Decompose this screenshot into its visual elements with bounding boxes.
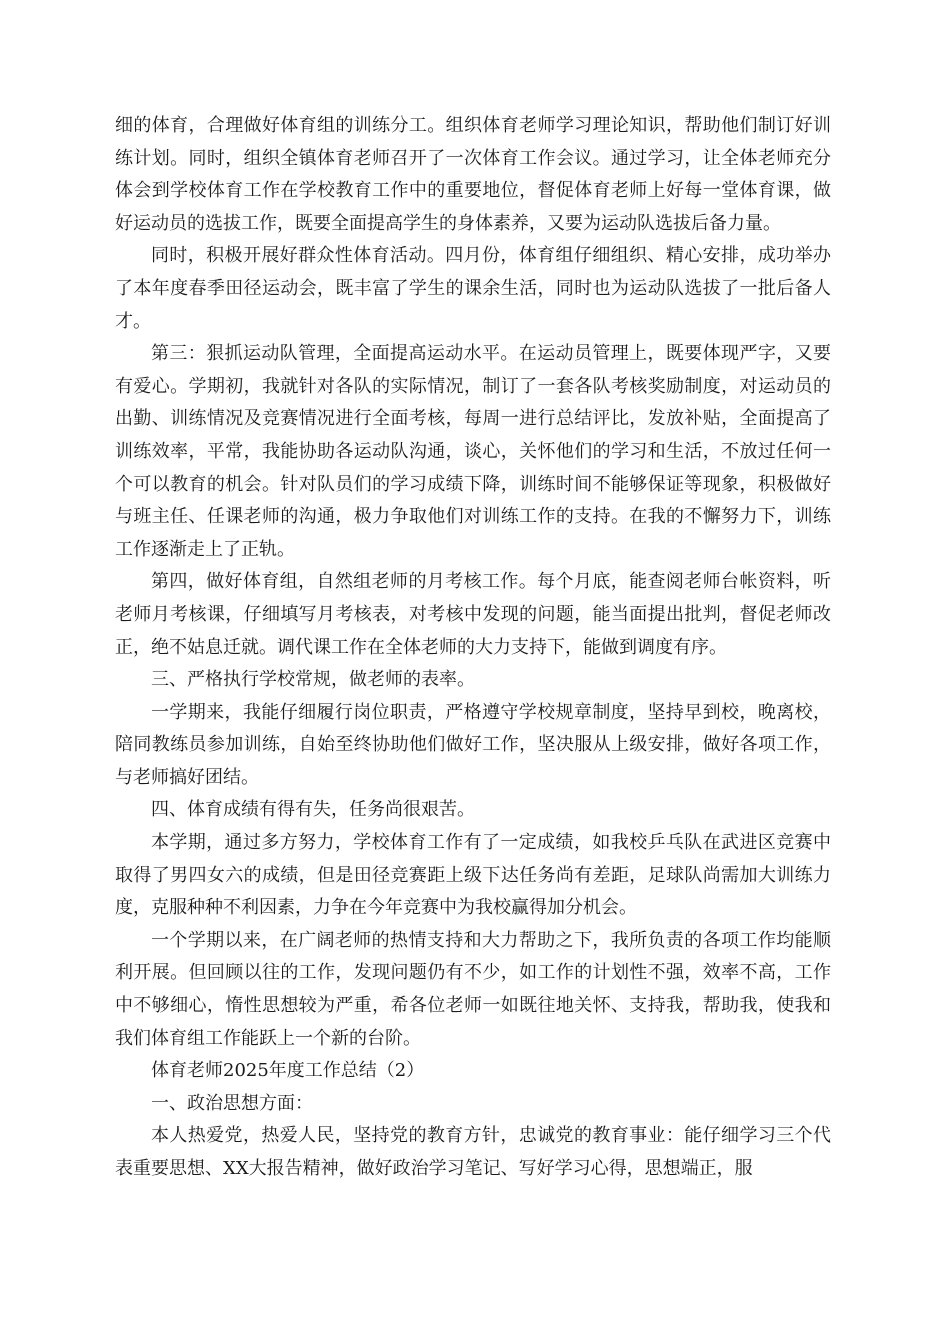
section-heading-school-rules: 三、严格执行学校常规，做老师的表率。 (151, 669, 475, 691)
paragraph-political-thought: 本人热爱党，热爱人民，坚持党的教育方针，忠诚党的教育事业：能仔细学习三个代表重要思想、XX大报告精神，做好政治学习笔记、写好学习心得，思想端正，服 (115, 1125, 831, 1179)
document-page (115, 110, 831, 1186)
paragraph-monthly-assessment: 第四，做好体育组，自然组老师的月考核工作。每个月底，能查阅老师台帐资料，听老师月考核课，仔细填写月考核表，对考核中发现的问题，能当面提出批判，督促老师改正，绝不姑息迁就。调代课工作在全体老师的大力支持下，能做到调度有序。 (115, 571, 831, 658)
paragraph-training-division: 细的体育，合理做好体育组的训练分工。组织体育老师学习理论知识，帮助他们制订好训练计划。同时，组织全镇体育老师召开了一次体育工作会议。通过学习，让全体老师充分体会到学校体育工作在学校教育工作中的重要地位，督促体育老师上好每一堂体育课，做好运动员的选拔工作，既要全面提高学生的身体素养，又要为运动队选拔后备力量。 (115, 115, 831, 234)
section-heading-political-thought: 一、政治思想方面： (151, 1092, 313, 1114)
paragraph-duties: 一学期来，我能仔细履行岗位职责，严格遵守学校规章制度，坚持早到校，晚离校，陪同教练员参加训练，自始至终协助他们做好工作，坚决服从上级安排，做好各项工作，与老师搞好团结。 (115, 701, 831, 788)
paragraph-team-management: 第三：狠抓运动队管理，全面提高运动水平。在运动员管理上，既要体现严字，又要有爱心。学期初，我就针对各队的实际情况，制订了一套各队考核奖励制度，对运动员的出勤、训练情况及竞赛情况进行全面考核，每周一进行总结评比，发放补贴，全面提高了训练效率，平常，我能协助各运动队沟通，谈心，关怀他们的学习和生活，不放过任何一个可以教育的机会。针对队员们的学习成绩下降，训练时间不能够保证等现象，积极做好与班主任、任课老师的沟通，极力争取他们对训练工作的支持。在我的不懈努力下，训练工作逐渐走上了正轨。 (115, 343, 831, 560)
section-heading-sports-results: 四、体育成绩有得有失，任务尚很艰苦。 (151, 799, 475, 821)
paragraph-reflection: 一个学期以来，在广阔老师的热情支持和大力帮助之下，我所负责的各项工作均能顺利开展。但回顾以往的工作，发现问题仍有不少，如工作的计划性不强，效率不高，工作中不够细心，惰性思想较为严重，希各位老师一如既往地关怀、支持我，帮助我，使我和我们体育组工作能跃上一个新的台阶。 (115, 929, 831, 1049)
document-subtitle: 体育老师2025年度工作总结（2） (151, 1060, 425, 1082)
paragraph-mass-sports-activities: 同时，积极开展好群众性体育活动。四月份，体育组仔细组织、精心安排，成功举办了本年度春季田径运动会，既丰富了学生的课余生活，同时也为运动队选拔了一批后备人才。 (115, 245, 831, 332)
paragraph-semester-results: 本学期，通过多方努力，学校体育工作有了一定成绩，如我校乒乓队在武进区竞赛中取得了男四女六的成绩，但是田径竞赛距上级下达任务尚有差距，足球队尚需加大训练力度，克服种种不利因素，力争在今年竞赛中为我校赢得加分机会。 (115, 832, 831, 919)
